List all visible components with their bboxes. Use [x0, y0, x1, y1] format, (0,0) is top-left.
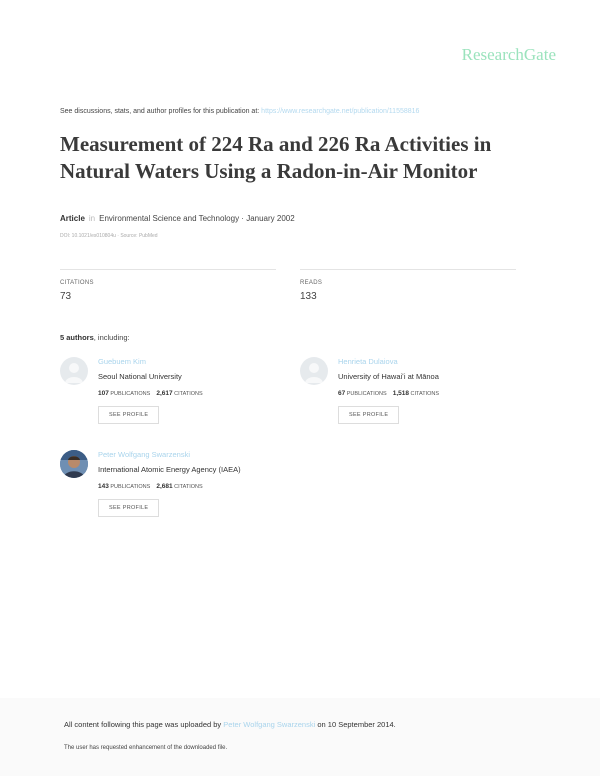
author-counts: [338, 390, 538, 397]
authors-suffix: , including:: [93, 333, 130, 342]
author-institution: International Atomic Energy Agency (IAEA): [98, 465, 241, 474]
publications-label: PUBLICATIONS: [346, 391, 387, 397]
publications-label: PUBLICATIONS: [110, 391, 151, 397]
publications-count: 107: [98, 390, 109, 397]
author-name[interactable]: Henrieta Dulaiova: [338, 357, 398, 366]
author-citations-count: 2,617: [156, 390, 173, 397]
citations-label: CITATIONS: [60, 280, 94, 286]
reads-label: READS: [300, 280, 323, 286]
reads-stat: [300, 269, 516, 302]
meta-in: in: [88, 214, 96, 223]
author-citations-label: CITATIONS: [174, 484, 203, 490]
citations-stat: [60, 269, 276, 302]
discussion-text: See discussions, stats, and author profiles for this publication at:: [60, 108, 262, 115]
author-citations-label: CITATIONS: [174, 391, 203, 397]
see-profile-button[interactable]: SEE PROFILE: [98, 499, 159, 517]
discussion-line: [60, 108, 419, 115]
publication-title: Measurement of 224 Ra and 226 Ra Activities in Natural Waters Using a Radon-in-Air Monitor: [60, 132, 492, 183]
author-citations-count: 2,681: [156, 483, 173, 490]
reads-count: 133: [300, 291, 317, 302]
upload-notice: [64, 720, 396, 729]
author-name[interactable]: Guebuem Kim: [98, 357, 146, 366]
author-institution: Seoul National University: [98, 372, 182, 381]
author-citations-count: 1,518: [392, 390, 409, 397]
publications-label: PUBLICATIONS: [110, 484, 151, 490]
author-photo[interactable]: [60, 450, 88, 478]
author-counts: [98, 390, 298, 397]
citations-count: 73: [60, 291, 72, 302]
upload-prefix: All content following this page was uploaded by: [64, 720, 224, 729]
avatar-placeholder-icon[interactable]: [300, 357, 328, 385]
avatar-placeholder-icon[interactable]: [60, 357, 88, 385]
uploader-link[interactable]: Peter Wolfgang Swarzenski: [223, 720, 316, 729]
publication-meta: [60, 214, 295, 223]
publication-link[interactable]: https://www.researchgate.net/publication/11558816: [261, 108, 420, 115]
journal-date[interactable]: Environmental Science and Technology · January 2002: [99, 214, 295, 223]
researchgate-logo[interactable]: ResearchGate: [461, 45, 556, 64]
publication-type: Article: [60, 214, 85, 223]
author-institution: University of Hawaiʻi at Mānoa: [338, 372, 439, 381]
authors-count: 5 authors: [60, 333, 94, 342]
author-counts: [98, 483, 298, 490]
authors-heading: [60, 333, 130, 342]
see-profile-button[interactable]: SEE PROFILE: [338, 406, 399, 424]
see-profile-button[interactable]: SEE PROFILE: [98, 406, 159, 424]
publications-count: 143: [98, 483, 109, 490]
footer: [0, 698, 600, 776]
enhancement-note: The user has requested enhancement of the downloaded file.: [64, 745, 228, 751]
author-citations-label: CITATIONS: [410, 391, 440, 397]
author-name[interactable]: Peter Wolfgang Swarzenski: [98, 450, 190, 459]
publications-count: 67: [338, 390, 346, 397]
doi-source: DOI: 10.1021/es010804u · Source: PubMed: [60, 233, 158, 239]
upload-suffix: on 10 September 2014.: [315, 720, 396, 729]
